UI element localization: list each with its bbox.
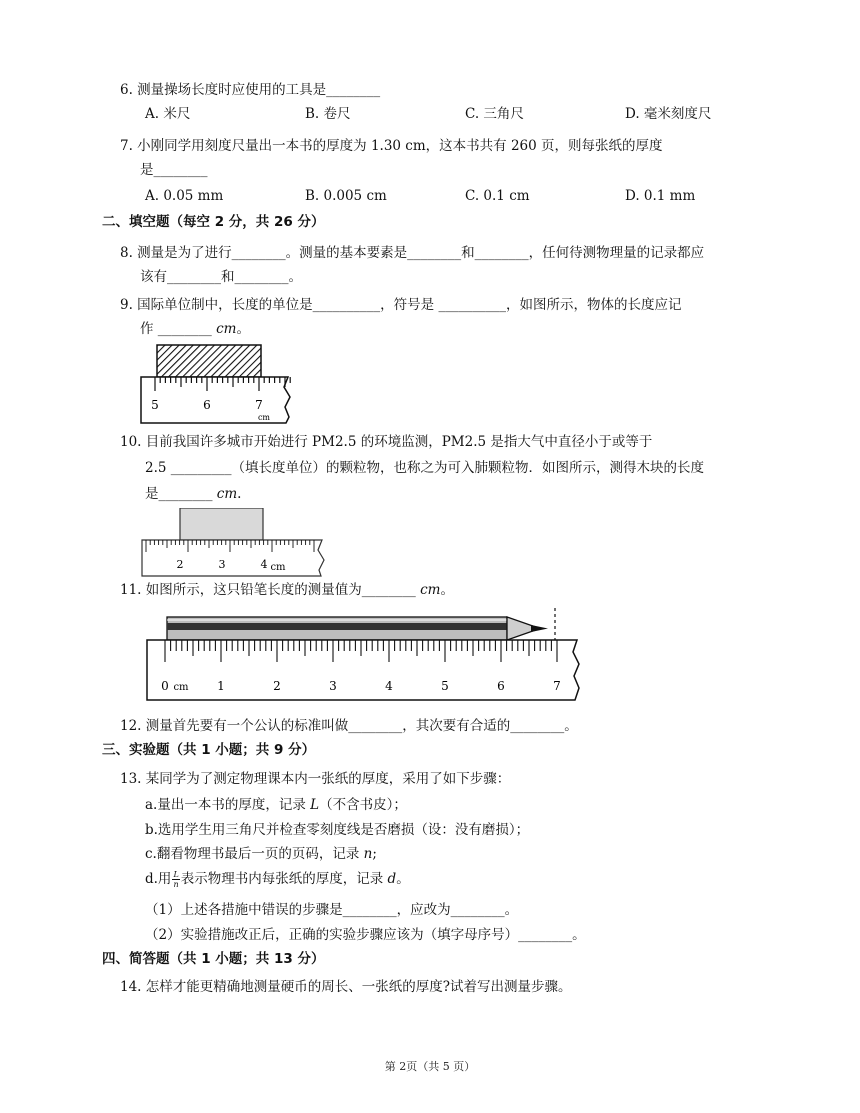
option-a[interactable]: A. 米尺 (145, 106, 191, 122)
question-7-line2: 是________ (140, 162, 208, 178)
ruler-unit: cm (270, 562, 286, 573)
ruler-label: 7 (255, 398, 263, 412)
option-c[interactable]: C. 三角尺 (465, 106, 524, 122)
ruler-unit: cm (257, 413, 271, 422)
option-a[interactable]: A. 0.05 mm (145, 188, 224, 204)
fraction: $\frac{L}{n}$ (173, 870, 179, 889)
question-8-line2: 该有________和________。 (140, 269, 302, 285)
question-9-line1: 9. 国际单位制中，长度的单位是__________，符号是 __________，如图所示，物体的长度应记 (120, 297, 682, 313)
question-10-line2: 2.5 _________（填长度单位）的颗粒物，也称之为可入肺颗粒物．如图所示，测得木块的长度 (145, 460, 705, 476)
ruler-label: 2 (176, 558, 184, 571)
option-c[interactable]: C. 0.1 cm (465, 188, 530, 204)
ruler-body (142, 540, 324, 576)
ruler-label: 2 (273, 679, 281, 693)
ruler-body (147, 640, 579, 700)
q10-ruler-figure (138, 508, 328, 578)
option-d[interactable]: D. 0.1 mm (625, 188, 696, 204)
question-10-line1: 10. 目前我国许多城市开始进行 PM2.5 的环境监测，PM2.5 是指大气中直径小于或等于 (120, 434, 653, 450)
option-b[interactable]: B. 卷尺 (305, 106, 351, 122)
ruler-label: 3 (329, 679, 337, 693)
question-9-line2: 作 ________ cm。 (140, 321, 250, 337)
pencil (167, 617, 548, 640)
question-13-sub2: （2）实验措施改正后，正确的实验步骤应该为（填字母序号）________。 (145, 927, 586, 943)
question-10-line3: 是________ cm. (145, 486, 242, 502)
ruler-label: 4 (385, 679, 393, 693)
section-3-heading: 三、实验题（共 1 小题；共 9 分） (102, 742, 316, 758)
question-11-line1: 11. 如图所示，这只铅笔长度的测量值为________ cm。 (120, 582, 454, 598)
ruler-label: 0 (161, 679, 169, 693)
q11-pencil-ruler-figure (145, 606, 585, 706)
ruler-unit: cm (173, 682, 189, 693)
question-8-line1: 8. 测量是为了进行________。测量的基本要素是________和________，任何待测物理量的记录都应 (120, 245, 705, 261)
section-4-heading: 四、简答题（共 1 小题；共 13 分） (102, 951, 325, 967)
ruler-label: 5 (151, 398, 159, 412)
question-7-options (145, 186, 785, 206)
question-13-sub1: （1）上述各措施中错误的步骤是________，应改为________。 (145, 902, 519, 918)
ruler-label: 5 (441, 679, 449, 693)
option-b[interactable]: B. 0.005 cm (305, 188, 387, 204)
ruler-label: 1 (217, 679, 225, 693)
q9-ruler-figure (138, 343, 293, 428)
ruler-label: 4 (260, 558, 268, 571)
question-14: 14. 怎样才能更精确地测量硬币的周长、一张纸的厚度?试着写出测量步骤。 (120, 979, 572, 995)
question-13-stem: 13. 某同学为了测定物理课本内一张纸的厚度，采用了如下步骤： (120, 771, 511, 787)
ruler-label: 6 (203, 398, 211, 412)
ruler-label: 7 (553, 679, 561, 693)
question-6-options (145, 104, 785, 124)
question-6-stem: 6. 测量操场长度时应使用的工具是________ (120, 82, 381, 98)
section-2-heading: 二、填空题（每空 2 分，共 26 分） (102, 214, 325, 230)
question-7-line1: 7. 小刚同学用刻度尺量出一本书的厚度为 1.30 cm，这本书共有 260 页，则每张纸的厚度 (120, 138, 663, 154)
wood-block (180, 508, 263, 540)
question-13-step-c: c.翻看物理书最后一页的页码，记录 n; (145, 846, 377, 862)
question-13-step-d: d.用 $\frac{L}{n}$ 表示物理书内每张纸的厚度，记录 d。 (145, 870, 410, 889)
question-13-step-a: a.量出一本书的厚度，记录 L（不含书皮）； (145, 797, 407, 813)
ruler-label: 6 (497, 679, 505, 693)
question-12: 12. 测量首先要有一个公认的标准叫做________，其次要有合适的________。 (120, 718, 578, 734)
question-13-step-b: b.选用学生用三角尺并检查零刻度线是否磨损（设：没有磨损）； (145, 822, 530, 838)
page-footer: 第 2页（共 5 页） (384, 1060, 476, 1073)
measured-object (157, 345, 261, 377)
option-d[interactable]: D. 毫米刻度尺 (625, 106, 712, 122)
ruler-label: 3 (218, 558, 226, 571)
